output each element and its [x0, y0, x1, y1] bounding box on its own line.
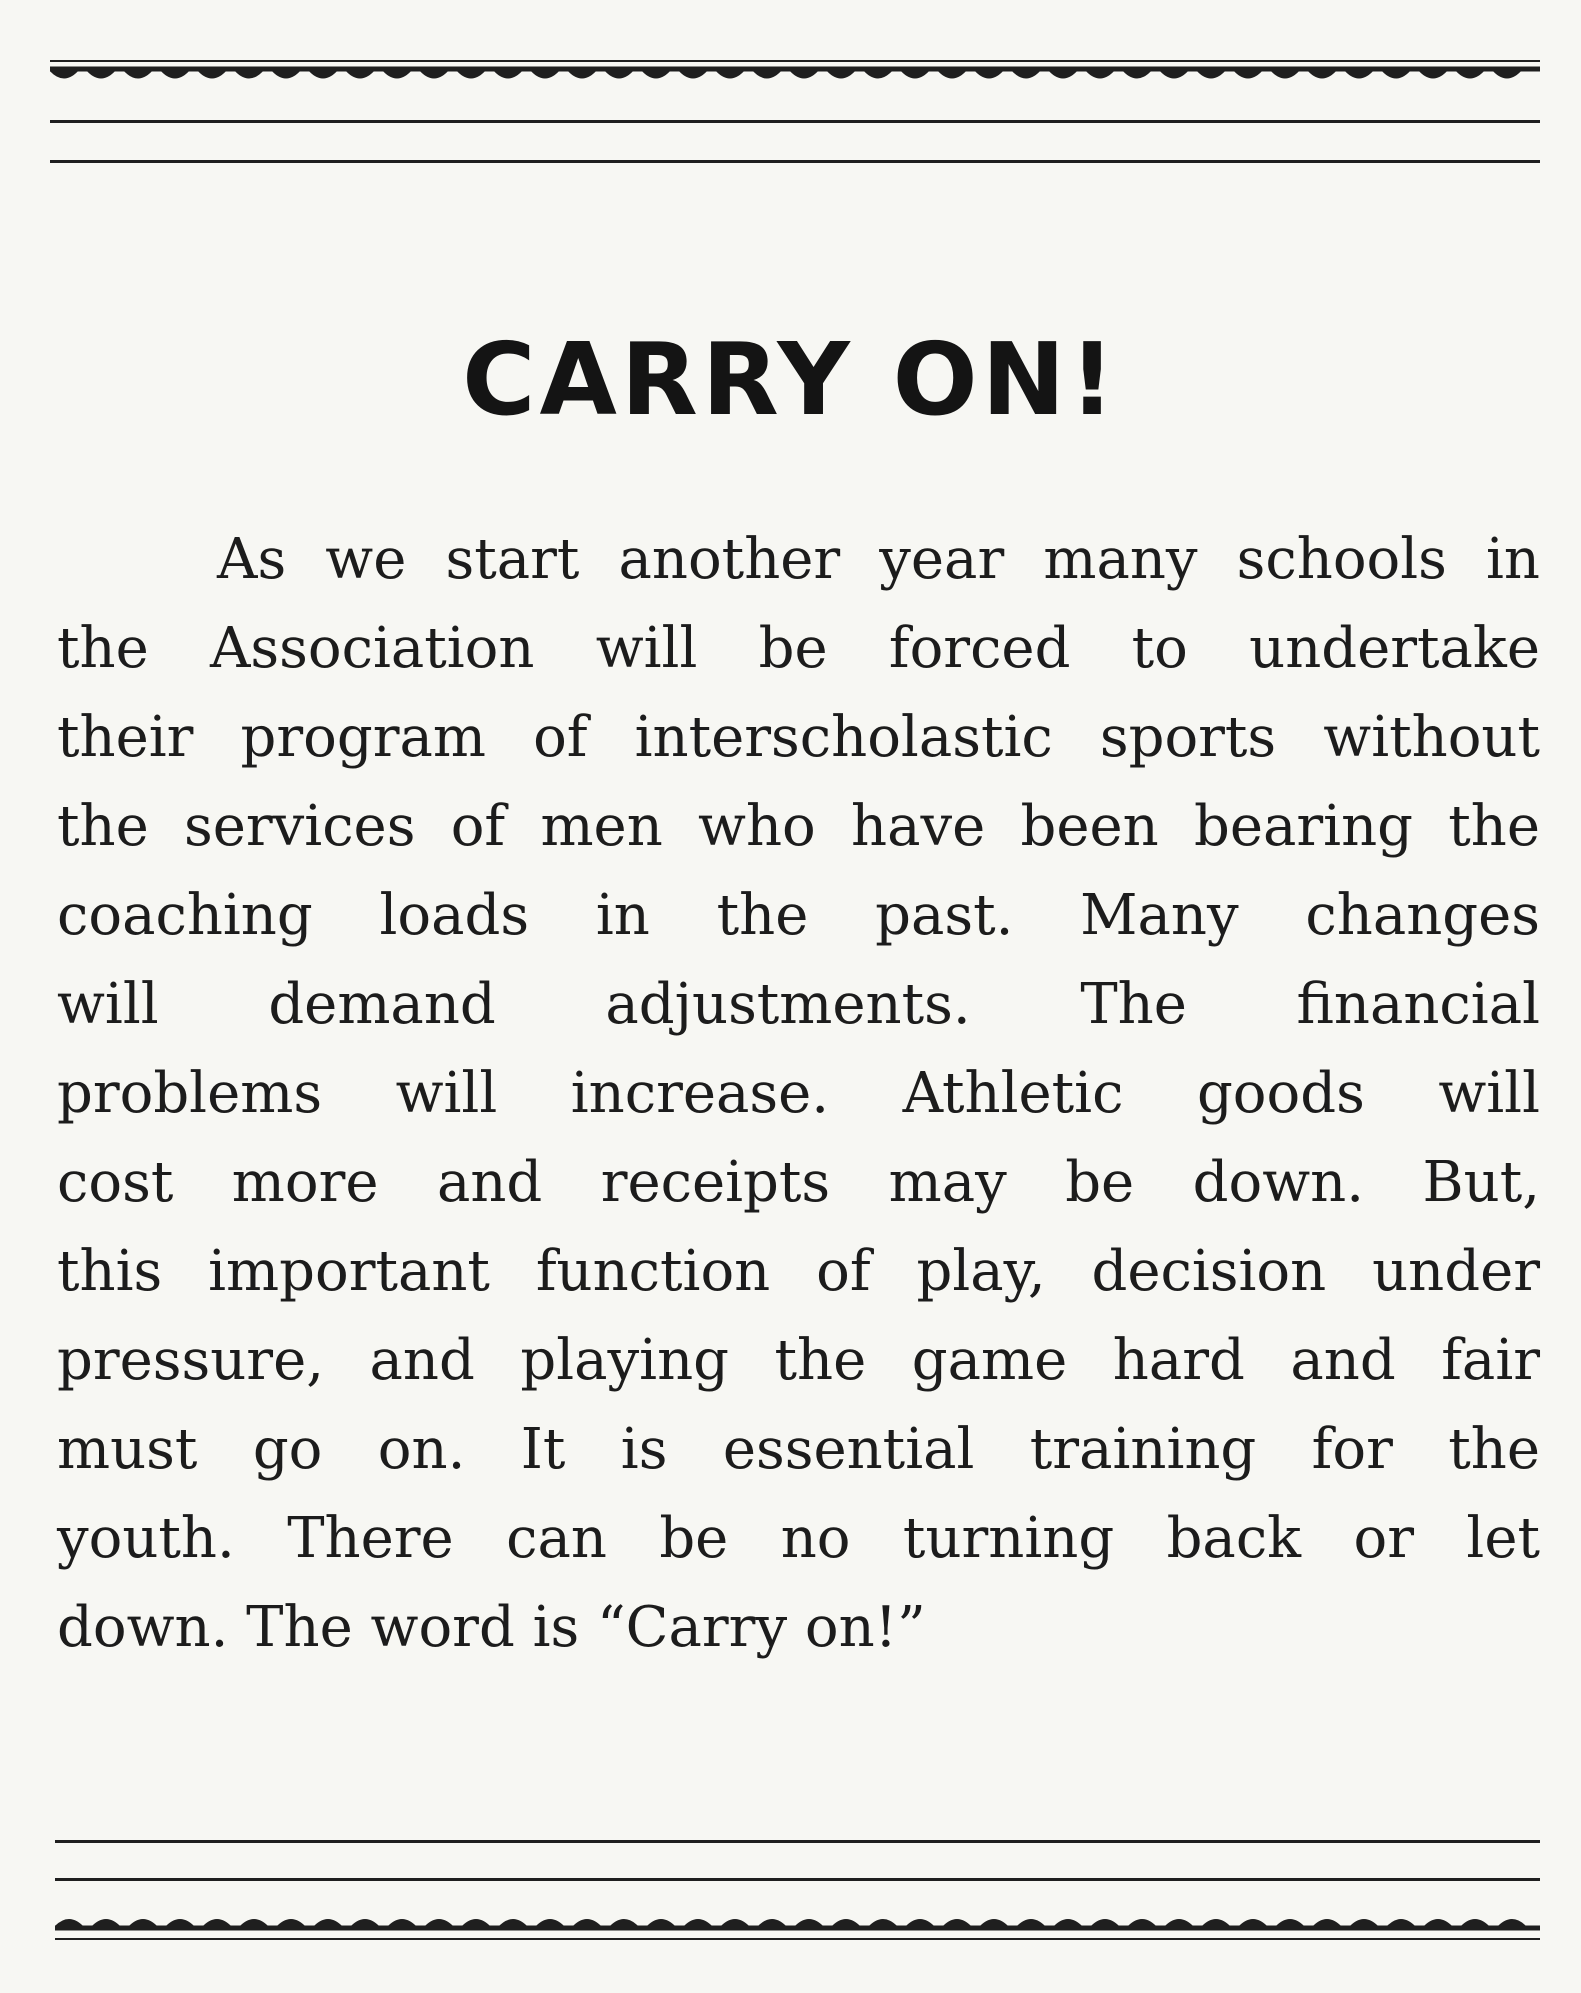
body-line: problems will increase. Athletic goods will [57, 1061, 1540, 1126]
scallop-ornament-mark [1491, 69, 1523, 79]
bottom-border-rule-3 [55, 1938, 1540, 1940]
scallop-ornament-mark [1343, 69, 1375, 79]
scallop-ornament-mark [1380, 69, 1412, 79]
scallop-ornament-mark [196, 69, 228, 79]
scallop-ornament-mark [418, 69, 450, 79]
body-line: down. The word is “Carry on!” [57, 1595, 926, 1660]
top-border-rule-3 [50, 160, 1540, 163]
scallop-ornament-mark [904, 1919, 936, 1928]
top-border-rule-1 [50, 60, 1540, 62]
scallop-ornament-mark [566, 69, 598, 79]
scallop-ornament-mark [381, 69, 413, 79]
body-line: must go on. It is essential training for the [57, 1417, 1540, 1482]
scallop-ornament-mark [1084, 69, 1116, 79]
scallop-ornament-mark [1417, 69, 1449, 79]
scallop-ornament-mark [1269, 69, 1301, 79]
article-body [57, 515, 1540, 1672]
scallop-ornament-mark [1015, 1919, 1047, 1928]
scallop-ornament-mark [645, 1919, 677, 1928]
scallop-ornament-mark [344, 69, 376, 79]
scallop-ornament-mark [159, 69, 191, 79]
scallop-ornament-mark [497, 1919, 529, 1928]
body-line: will demand adjustments. The financial [57, 972, 1540, 1037]
scallop-ornament-mark [270, 69, 302, 79]
scallop-ornament-mark [492, 69, 524, 79]
scallop-ornament-mark [1200, 1919, 1232, 1928]
bottom-border-rule-1 [55, 1840, 1540, 1843]
scallop-ornament-mark [455, 69, 487, 79]
body-line: their program of interscholastic sports without [57, 705, 1540, 770]
scallop-ornament-mark [238, 1919, 270, 1928]
scallop-ornament-mark [312, 1919, 344, 1928]
scallop-ornament-mark [1047, 69, 1079, 79]
scallop-ornament-mark [1348, 1919, 1380, 1928]
body-line: the services of men who have been bearing the [57, 794, 1540, 859]
scallop-ornament-mark [603, 69, 635, 79]
bottom-scallop-ornament [55, 1910, 1540, 1932]
scallop-ornament-mark [1422, 1919, 1454, 1928]
scallop-ornament-mark [1010, 69, 1042, 79]
scallop-ornament-mark [608, 1919, 640, 1928]
scallop-ornament-mark [349, 1919, 381, 1928]
scallop-ornament-mark [714, 69, 746, 79]
scallop-ornament-mark [1232, 69, 1264, 79]
scallop-ornament-mark [1052, 1919, 1084, 1928]
scallop-ornament-mark [719, 1919, 751, 1928]
scallop-ornament-mark [1089, 1919, 1121, 1928]
scallop-ornament-mark [978, 1919, 1010, 1928]
scallop-ornament-mark [1237, 1919, 1269, 1928]
scallop-ornament-mark [1163, 1919, 1195, 1928]
scallop-ornament-mark [941, 1919, 973, 1928]
scallop-ornament-mark [423, 1919, 455, 1928]
scallop-ornament-mark [756, 1919, 788, 1928]
scallop-ornament-mark [793, 1919, 825, 1928]
scallop-ornament-mark [1311, 1919, 1343, 1928]
scallop-ornament-mark [640, 69, 672, 79]
top-border-rule-2 [50, 120, 1540, 123]
scallop-ornament-mark [1459, 1919, 1491, 1928]
article-title: CARRY ON! [462, 321, 1119, 438]
scallop-ornament-mark [682, 1919, 714, 1928]
body-line: the Association will be forced to undertake [57, 616, 1540, 681]
scallop-ornament-mark [862, 69, 894, 79]
scallop-ornament-mark [1121, 69, 1153, 79]
scallop-ornament-mark [386, 1919, 418, 1928]
scallop-ornament-mark [85, 69, 117, 79]
scallop-ornament-mark [1306, 69, 1338, 79]
scallop-ornament-mark [307, 69, 339, 79]
scallop-ornament-mark [973, 69, 1005, 79]
scallop-ornament-mark [830, 1919, 862, 1928]
scallop-ornament-mark [751, 69, 783, 79]
body-line: pressure, and playing the game hard and fair [57, 1328, 1540, 1393]
scallop-ornament-mark [164, 1919, 196, 1928]
scallop-ornament-mark [534, 1919, 566, 1928]
bottom-border-rule-2 [55, 1878, 1540, 1881]
top-scallop-ornament [50, 66, 1540, 88]
body-line: cost more and receipts may be down. But, [57, 1150, 1540, 1215]
body-line: this important function of play, decision under [57, 1239, 1540, 1304]
scallop-ornament-mark [1158, 69, 1190, 79]
scallop-ornament-mark [867, 1919, 899, 1928]
scallop-ornament-mark [127, 1919, 159, 1928]
scallop-ornament-mark [233, 69, 265, 79]
scallop-ornament-mark [50, 69, 80, 79]
scallop-ornament-mark [899, 69, 931, 79]
scallop-ornament-mark [529, 69, 561, 79]
body-line: As we start another year many schools in [217, 527, 1540, 592]
scallop-ornament-mark [825, 69, 857, 79]
scallop-ornament-mark [201, 1919, 233, 1928]
scallop-ornament-mark [1274, 1919, 1306, 1928]
scallop-ornament-mark [677, 69, 709, 79]
body-line: coaching loads in the past. Many changes [57, 883, 1540, 948]
scallop-ornament-mark [55, 1919, 85, 1928]
scallop-ornament-mark [460, 1919, 492, 1928]
scallop-ornament-mark [122, 69, 154, 79]
scallop-ornament-mark [1126, 1919, 1158, 1928]
body-line: youth. There can be no turning back or let [57, 1506, 1540, 1571]
scallop-ornament-mark [788, 69, 820, 79]
scallop-ornament-mark [90, 1919, 122, 1928]
scallop-ornament-mark [1195, 69, 1227, 79]
scallop-ornament-mark [1385, 1919, 1417, 1928]
scallop-ornament-mark [1496, 1919, 1528, 1928]
scallop-ornament-mark [571, 1919, 603, 1928]
scallop-ornament-mark [275, 1919, 307, 1928]
scallop-ornament-mark [1454, 69, 1486, 79]
scallop-ornament-mark [936, 69, 968, 79]
